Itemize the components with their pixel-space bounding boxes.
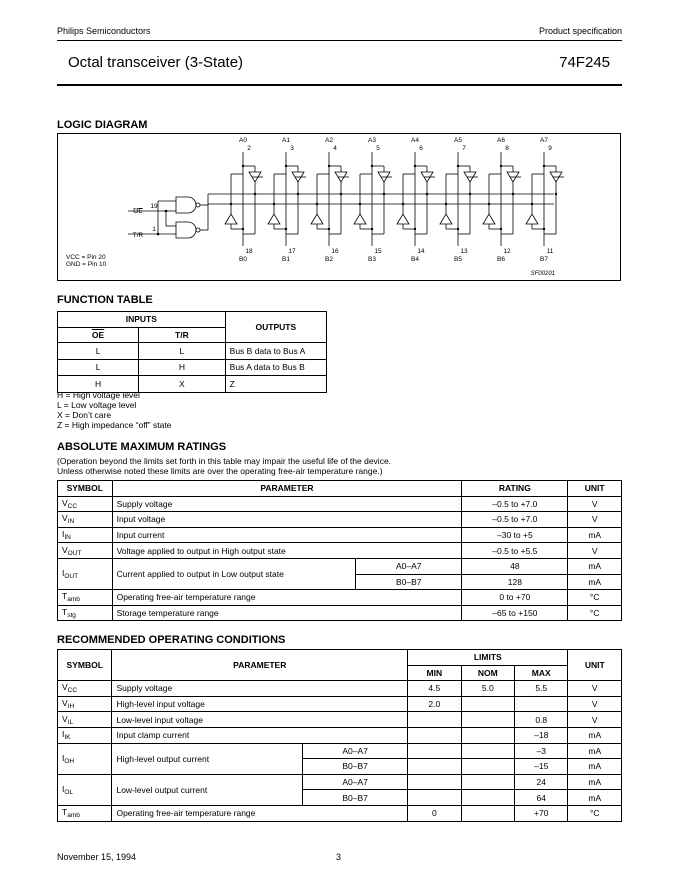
ft-cell: Bus A data to Bus B [225, 359, 326, 376]
unit-cell: V [568, 543, 622, 559]
junction-dot [285, 165, 287, 167]
inverter-bubble [196, 203, 200, 207]
a-label: A2 [325, 137, 333, 144]
min-cell [408, 743, 461, 759]
junction-dot [316, 203, 318, 205]
b-pin: 18 [245, 248, 253, 255]
sym-cell: $V_{IL}$ [58, 712, 112, 728]
abs-max-note-2: Unless otherwise noted these limits are over the operating free-air temperature range.) [57, 466, 383, 476]
a-pin: 8 [505, 145, 509, 152]
b-pin: 15 [374, 248, 382, 255]
unit-cell: mA [568, 759, 622, 775]
table-row [58, 743, 622, 759]
rating-cell: –0.5 to +7.0 [462, 496, 568, 512]
b-pin: 14 [417, 248, 425, 255]
a-pin: 5 [376, 145, 380, 152]
nom-cell [461, 790, 514, 806]
max-cell: +70 [515, 805, 568, 821]
logic-diagram-frame [57, 133, 621, 281]
junction-dot [297, 193, 299, 195]
b-label: B4 [411, 256, 419, 263]
table-row [58, 696, 622, 712]
junction-dot [445, 203, 447, 205]
sym-cell: $T_{amb}$ [58, 590, 113, 606]
table-row [58, 359, 327, 376]
b-pin: 17 [288, 248, 296, 255]
junction-dot [414, 165, 416, 167]
unit-cell: mA [568, 527, 622, 543]
abs-max-note-1: (Operation beyond the limits set forth in this table may impair the useful life of the device. [57, 456, 392, 466]
subparam-cell: A0–A7 [303, 774, 408, 790]
abs-max-table [57, 480, 622, 621]
subparam-cell: A0–A7 [356, 558, 462, 574]
nom-cell [461, 727, 514, 743]
rec-op-table [57, 649, 622, 822]
unit-cell: mA [568, 743, 622, 759]
rating-cell: 48 [462, 558, 568, 574]
and-gate-tr [176, 222, 196, 238]
col-tr: T/R [175, 329, 189, 340]
param-cell: Voltage applied to output in High output state [112, 543, 462, 559]
col-max: MAX [515, 665, 568, 681]
table-row [58, 712, 622, 728]
param-cell: Supply voltage [112, 681, 408, 697]
junction-dot [414, 228, 416, 230]
unit-cell: V [568, 496, 622, 512]
tr-pin: 1 [152, 226, 156, 233]
doc-type: Product specification [538, 26, 622, 36]
buffer-triangle [311, 214, 323, 224]
sym-cell: $V_{IN}$ [58, 512, 113, 528]
unit-cell: mA [568, 558, 622, 574]
sym-cell: $I_{IK}$ [58, 727, 112, 743]
junction-dot [254, 193, 256, 195]
figure-id: SF00201 [530, 271, 555, 277]
rating-cell: –0.5 to +5.5 [462, 543, 568, 559]
unit-cell: V [568, 696, 622, 712]
nom-cell [461, 712, 514, 728]
oe-label: OE [133, 208, 143, 215]
a-pin: 4 [333, 145, 337, 152]
param-cell: Input clamp current [112, 727, 408, 743]
nom-cell: 5.0 [461, 681, 514, 697]
col-oe: $\overline{OE}$ [91, 329, 105, 340]
buffer-triangle [483, 214, 495, 224]
col-limits: LIMITS [408, 650, 568, 666]
company-name: Philips Semiconductors [57, 26, 151, 36]
logic-diagram [58, 134, 622, 282]
param-cell: Low-level input voltage [112, 712, 408, 728]
junction-dot [371, 165, 373, 167]
rating-cell: 0 to +70 [462, 590, 568, 606]
gnd-note: GND = Pin 10 [66, 261, 107, 268]
a-pin: 2 [247, 145, 251, 152]
junction-dot [371, 228, 373, 230]
ft-cell: H [58, 376, 139, 393]
note-z: Z = High impedance “off” state [57, 420, 172, 430]
unit-cell: mA [568, 727, 622, 743]
sym-cell: $I_{OUT}$ [58, 558, 113, 589]
junction-dot [165, 210, 168, 213]
a-label: A4 [411, 137, 419, 144]
junction-dot [230, 203, 232, 205]
unit-cell: V [568, 681, 622, 697]
junction-dot [359, 203, 361, 205]
col-unit: UNIT [568, 481, 622, 497]
max-cell: –15 [515, 759, 568, 775]
b-pin: 11 [546, 248, 554, 255]
param-cell: High-level input voltage [112, 696, 408, 712]
min-cell: 4.5 [408, 681, 461, 697]
note-l: L = Low voltage level [57, 400, 137, 410]
a-label: A1 [282, 137, 290, 144]
ft-cell: L [139, 343, 226, 360]
ft-cell: H [139, 359, 226, 376]
junction-dot [531, 203, 533, 205]
param-cell: Input current [112, 527, 462, 543]
ft-cell: Bus B data to Bus A [225, 343, 326, 360]
a-pin: 9 [548, 145, 552, 152]
function-table-heading: FUNCTION TABLE [57, 294, 153, 306]
param-cell: Storage temperature range [112, 605, 462, 621]
b-pin: 13 [460, 248, 468, 255]
subparam-cell: B0–B7 [356, 574, 462, 590]
sym-cell: $I_{IN}$ [58, 527, 113, 543]
b-pin: 12 [503, 248, 511, 255]
nom-cell [461, 743, 514, 759]
junction-dot [457, 165, 459, 167]
table-row [58, 527, 622, 543]
max-cell: 5.5 [515, 681, 568, 697]
min-cell: 2.0 [408, 696, 461, 712]
ft-cell: L [58, 359, 139, 376]
param-cell: Operating free-air temperature range [112, 590, 462, 606]
b-label: B5 [454, 256, 462, 263]
junction-dot [512, 193, 514, 195]
min-cell [408, 759, 461, 775]
unit-cell: mA [568, 774, 622, 790]
junction-dot [285, 228, 287, 230]
min-cell [408, 712, 461, 728]
b-label: B3 [368, 256, 376, 263]
col-unit: UNIT [568, 650, 622, 681]
b-label: B0 [239, 256, 247, 263]
and-gate-oe [176, 197, 196, 213]
junction-dot [543, 228, 545, 230]
nom-cell [461, 696, 514, 712]
junction-dot [328, 228, 330, 230]
max-cell: –18 [515, 727, 568, 743]
unit-cell: °C [568, 605, 622, 621]
note-x: X = Don’t care [57, 410, 112, 420]
junction-dot [469, 193, 471, 195]
param-cell: High-level output current [112, 743, 303, 774]
function-notes [57, 390, 171, 430]
sym-cell: $V_{IH}$ [58, 696, 112, 712]
max-cell: 0.8 [515, 712, 568, 728]
col-nom: NOM [461, 665, 514, 681]
a-label: A6 [497, 137, 505, 144]
subparam-cell: B0–B7 [303, 759, 408, 775]
b-pin: 16 [331, 248, 339, 255]
junction-dot [157, 233, 160, 236]
header-rule-top [57, 40, 622, 41]
min-cell [408, 774, 461, 790]
subparam-cell: B0–B7 [303, 790, 408, 806]
param-cell: Low-level output current [112, 774, 303, 805]
buffer-triangle [440, 214, 452, 224]
junction-dot [500, 165, 502, 167]
col-rating: RATING [462, 481, 568, 497]
b-label: B2 [325, 256, 333, 263]
max-cell: –3 [515, 743, 568, 759]
a-label: A3 [368, 137, 376, 144]
outputs-header: OUTPUTS [225, 312, 326, 343]
nom-cell [461, 774, 514, 790]
a-pin: 6 [419, 145, 423, 152]
ft-cell: Z [225, 376, 326, 393]
note-h: H = High voltage level [57, 390, 140, 400]
table-row [58, 605, 622, 621]
junction-dot [242, 228, 244, 230]
page-number: 3 [336, 852, 342, 862]
logic-diagram-heading: LOGIC DIAGRAM [57, 119, 148, 131]
sym-cell: $I_{OL}$ [58, 774, 112, 805]
sym-cell: $V_{OUT}$ [58, 543, 113, 559]
buffer-triangle [397, 214, 409, 224]
table-row [58, 512, 622, 528]
inverter-bubble [196, 228, 200, 232]
table-row [58, 681, 622, 697]
junction-dot [500, 228, 502, 230]
b-label: B6 [497, 256, 505, 263]
header-rule-bottom [57, 84, 622, 86]
max-cell [515, 696, 568, 712]
col-min: MIN [408, 665, 461, 681]
buffer-triangle [225, 214, 237, 224]
vcc-note: VCC = Pin 20 [66, 254, 106, 261]
table-row [58, 558, 622, 574]
min-cell [408, 790, 461, 806]
table-row [58, 805, 622, 821]
sym-cell: $V_{CC}$ [58, 496, 113, 512]
junction-dot [555, 193, 557, 195]
table-row [58, 496, 622, 512]
junction-dot [543, 165, 545, 167]
junction-dot [402, 203, 404, 205]
table-row [58, 774, 622, 790]
inputs-header: INPUTS [58, 312, 226, 328]
max-cell: 64 [515, 790, 568, 806]
unit-cell: V [568, 712, 622, 728]
col-parameter: PARAMETER [112, 650, 408, 681]
doc-title: Octal transceiver (3-State) [68, 54, 244, 71]
junction-dot [488, 203, 490, 205]
buffer-triangle [526, 214, 538, 224]
nom-cell [461, 805, 514, 821]
table-row [58, 727, 622, 743]
sym-cell: $V_{CC}$ [58, 681, 112, 697]
nom-cell [461, 759, 514, 775]
junction-dot [340, 193, 342, 195]
ft-cell: L [58, 343, 139, 360]
tr-label: T/R [132, 232, 144, 239]
a-label: A0 [239, 137, 247, 144]
param-cell: Current applied to output in Low output state [112, 558, 356, 589]
max-cell: 24 [515, 774, 568, 790]
junction-dot [457, 228, 459, 230]
sym-cell: $T_{amb}$ [58, 805, 112, 821]
a-pin: 3 [290, 145, 294, 152]
rating-cell: –65 to +150 [462, 605, 568, 621]
a-label: A5 [454, 137, 462, 144]
buffer-triangle [354, 214, 366, 224]
col-symbol: SYMBOL [58, 481, 113, 497]
unit-cell: °C [568, 590, 622, 606]
rec-op-heading: RECOMMENDED OPERATING CONDITIONS [57, 634, 286, 646]
a-pin: 7 [462, 145, 466, 152]
unit-cell: °C [568, 805, 622, 821]
ft-cell: X [139, 376, 226, 393]
col-parameter: PARAMETER [112, 481, 462, 497]
oe-pin: 19 [150, 203, 158, 210]
junction-dot [328, 165, 330, 167]
sym-cell: $I_{OH}$ [58, 743, 112, 774]
b-label: B1 [282, 256, 290, 263]
unit-cell: mA [568, 574, 622, 590]
table-row [58, 343, 327, 360]
junction-dot [426, 193, 428, 195]
param-cell: Supply voltage [112, 496, 462, 512]
unit-cell: V [568, 512, 622, 528]
table-row [58, 590, 622, 606]
junction-dot [273, 203, 275, 205]
junction-dot [383, 193, 385, 195]
buffer-triangle [268, 214, 280, 224]
function-table [57, 311, 327, 393]
rating-cell: –0.5 to +7.0 [462, 512, 568, 528]
rating-cell: 128 [462, 574, 568, 590]
sym-cell: $T_{stg}$ [58, 605, 113, 621]
b-label: B7 [540, 256, 548, 263]
part-number: 74F245 [559, 54, 610, 71]
rating-cell: –30 to +5 [462, 527, 568, 543]
subparam-cell: A0–A7 [303, 743, 408, 759]
min-cell [408, 727, 461, 743]
abs-max-heading: ABSOLUTE MAXIMUM RATINGS [57, 441, 227, 453]
param-cell: Input voltage [112, 512, 462, 528]
param-cell: Operating free-air temperature range [112, 805, 408, 821]
footer-date: November 15, 1994 [57, 852, 137, 862]
table-row [58, 543, 622, 559]
col-symbol: SYMBOL [58, 650, 112, 681]
min-cell: 0 [408, 805, 461, 821]
unit-cell: mA [568, 790, 622, 806]
a-label: A7 [540, 137, 548, 144]
junction-dot [242, 165, 244, 167]
